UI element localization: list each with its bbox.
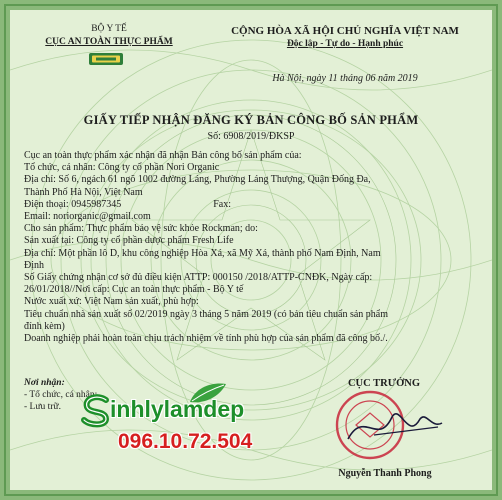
body-line: Định [24,259,44,271]
watermark-brand: inhlylamdep [110,396,245,422]
agency-name: CỤC AN TOÀN THỰC PHẨM [45,37,173,47]
body-line: đính kèm) [24,320,65,332]
body-line: Sản xuất tại: Công ty cổ phần dược phẩm Fresh Life [24,235,234,247]
ministry-name: BỘ Y TẾ [91,24,127,34]
body-line: Email: noriorganic@gmail.com [24,211,151,223]
issue-date: Hà Nội, ngày 11 tháng 06 năm 2019 [272,73,418,84]
official-stamp-icon [334,389,446,461]
recipient-item: - Lưu trữ. [24,402,61,412]
body-line: Tiêu chuẩn nhà sản xuất số 02/2019 ngày 3 tháng 5 năm 2019 (có bản tiêu chuẩn sản phẩm [24,308,389,320]
nation-header: CỘNG HÒA XÃ HỘI CHỦ NGHĨA VIỆT NAM [231,25,459,37]
national-motto: Độc lập - Tự do - Hạnh phúc [286,39,404,49]
fax-label: Fax: [213,198,231,210]
recipients-heading: Nơi nhận: [24,378,65,388]
body-line: Doanh nghiệp phải hoàn toàn chịu trách nhiệm về tính phù hợp của sản phẩm đã công bố./. [24,333,388,345]
agency-logo-icon [88,52,124,66]
body-line: Địa chỉ: Một phần lô D, khu công nghiệp Hòa Xá, xã Mỹ Xá, thành phố Nam Định, Nam [24,247,381,259]
body-line: Nước xuất xứ: Việt Nam sản xuất, phù hợp: [24,296,199,308]
body-line: Số Giấy chứng nhận cơ sở đủ điều kiện ATTP: 000150 /2018/ATTP-CNĐK, Ngày cấp: [24,272,373,284]
document-number: Số: 6908/2019/ĐKSP [207,131,295,142]
document-title: GIẤY TIẾP NHẬN ĐĂNG KÝ BẢN CÔNG BỐ SẢN PHẨM [83,113,419,127]
certificate-body [24,150,480,345]
document-content [10,10,492,490]
recipient-item: - Tổ chức, cá nhân; [24,390,98,400]
signatory-name: Nguyễn Thanh Phong [338,468,432,479]
body-line: Địa chỉ: Số 6, ngách 61 ngõ 1002 đường Láng, Phường Láng Thượng, Quận Đống Đa, [24,174,371,186]
phone-label: Điện thoại: 0945987345 [24,198,122,210]
body-line: Cục an toàn thực phẩm xác nhận đã nhận Bản công bố sản phẩm của: [24,150,302,161]
watermark-phone: 096.10.72.504 [118,430,253,453]
body-line: Cho sản phẩm: Thực phẩm bảo vệ sức khỏe Rockman; do: [24,223,258,235]
body-line-phone-fax [24,199,480,211]
body-line: 26/01/2018//Nơi cấp: Cục an toàn thực phẩm - Bộ Y tế [24,284,244,296]
body-line: Tổ chức, cá nhân: Công ty cổ phần Nori Organic [24,162,220,174]
signatory-title: CỤC TRƯỞNG [347,378,421,389]
body-line: Thành Phố Hà Nội, Việt Nam [24,186,143,198]
brand-s-logo-icon [78,392,114,428]
